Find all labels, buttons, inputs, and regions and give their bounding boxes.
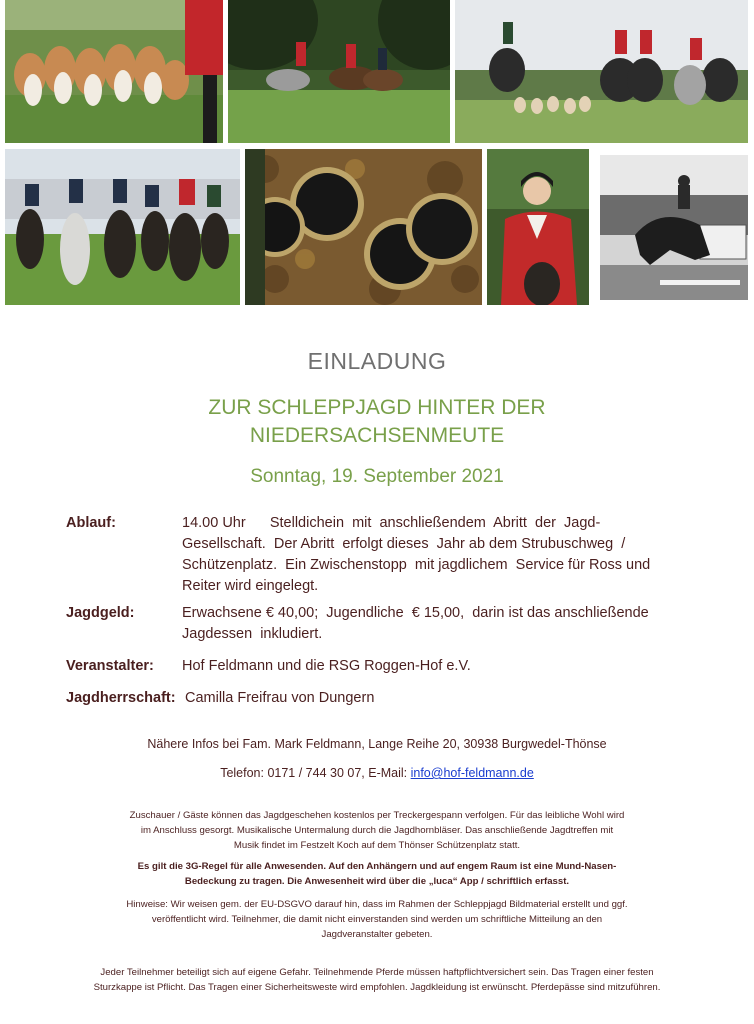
riders-field-photo xyxy=(228,0,450,143)
subtitle-line-1: ZUR SCHLEPPJAGD HINTER DER xyxy=(208,396,546,419)
note-line: Zuschauer / Gäste können das Jagdgeschehen kostenlos per Treckergespann verfolgen. Für das leibliche Wohl wird xyxy=(129,810,625,821)
contact-info: Nähere Infos bei Fam. Mark Feldmann, Lange Reihe 20, 30938 Burgwedel-Thönse xyxy=(147,737,607,751)
schedule-text xyxy=(182,513,682,597)
schedule-line: Reiter wird eingelegt. xyxy=(182,578,319,594)
note-line: Bedeckung zu tragen. Die Anwesenheit wird über die „luca“ App / schriftlich erfasst. xyxy=(184,876,570,887)
event-subtitle xyxy=(0,394,754,450)
riders-parade-photo xyxy=(5,149,240,305)
schedule-line: 14.00 Uhr Stelldichein mit anschließendem Abritt der Jagd- xyxy=(182,515,601,531)
note-line: veröffentlicht wird. Teilnehmer, die damit nicht einverstanden sind werden um schriftliche Mitteilung an den xyxy=(151,914,603,925)
hunt-group-photo xyxy=(455,0,748,143)
note-line: Es gilt die 3G-Regel für alle Anwesenden. Auf den Anhängern und auf engem Raum ist eine Mund-Nasen- xyxy=(137,861,617,872)
subtitle-line-2: NIEDERSACHSENMEUTE xyxy=(249,424,505,447)
contact-phone-line xyxy=(40,766,714,780)
note-line: im Anschluss gesorgt. Musikalische Untermalung durch die Jagdhornbläser. Das anschließende Jagdtreffen mit xyxy=(140,825,614,836)
host-label: Jagdherrschaft: xyxy=(66,690,176,706)
rider-portrait-photo xyxy=(487,149,589,305)
spectators-note xyxy=(40,808,714,853)
fee-text xyxy=(182,603,682,645)
privacy-note xyxy=(40,897,714,942)
covid-rule-note xyxy=(40,859,714,889)
fee-label: Jagdgeld: xyxy=(66,605,135,621)
liability-note xyxy=(20,965,734,995)
note-line: Jagdveranstalter gebeten. xyxy=(321,929,433,940)
host-value: Camilla Freifrau von Dungern xyxy=(185,690,375,706)
note-line: Musik findet im Festzelt Koch auf dem Thönser Schützenplatz statt. xyxy=(233,840,521,851)
hounds-photo xyxy=(5,0,223,143)
horns-photo xyxy=(245,149,482,305)
schedule-line: Schützenplatz. Ein Zwischenstopp mit jagdlichem Service für Ross und xyxy=(182,557,651,573)
note-line: Hinweise: Wir weisen gem. der EU-DSGVO darauf hin, dass im Rahmen der Schleppjagd Bildmaterial erstellt und ggf. xyxy=(126,899,628,910)
invitation-heading: EINLADUNG xyxy=(307,348,447,374)
jump-photo xyxy=(600,155,748,300)
organizer-value: Hof Feldmann und die RSG Roggen-Hof e.V. xyxy=(182,658,471,674)
schedule-label: Ablauf: xyxy=(66,515,116,531)
note-line: Jeder Teilnehmer beteiligt sich auf eigene Gefahr. Teilnehmende Pferde müssen haftpflichtversichert sein. Das Tragen einer festen xyxy=(100,967,654,978)
schedule-line: Gesellschaft. Der Abritt erfolgt dieses Jahr ab dem Strubuschweg / xyxy=(182,536,626,552)
organizer-label: Veranstalter: xyxy=(66,658,154,674)
email-link[interactable]: info@hof-feldmann.de xyxy=(410,766,534,780)
phone-text: Telefon: 0171 / 744 30 07, E-Mail: xyxy=(220,766,411,780)
fee-line: Erwachsene € 40,00; Jugendliche € 15,00, darin ist das anschließende xyxy=(182,605,649,621)
event-date: Sonntag, 19. September 2021 xyxy=(250,466,504,487)
note-line: Sturzkappe ist Pflicht. Das Tragen einer Sicherheitsweste wird empfohlen. Jagdkleidung ist erwünscht. Pferdepässe sind mitzuführen. xyxy=(93,982,661,993)
fee-line: Jagdessen inkludiert. xyxy=(182,626,323,642)
photo-collage xyxy=(0,0,754,310)
